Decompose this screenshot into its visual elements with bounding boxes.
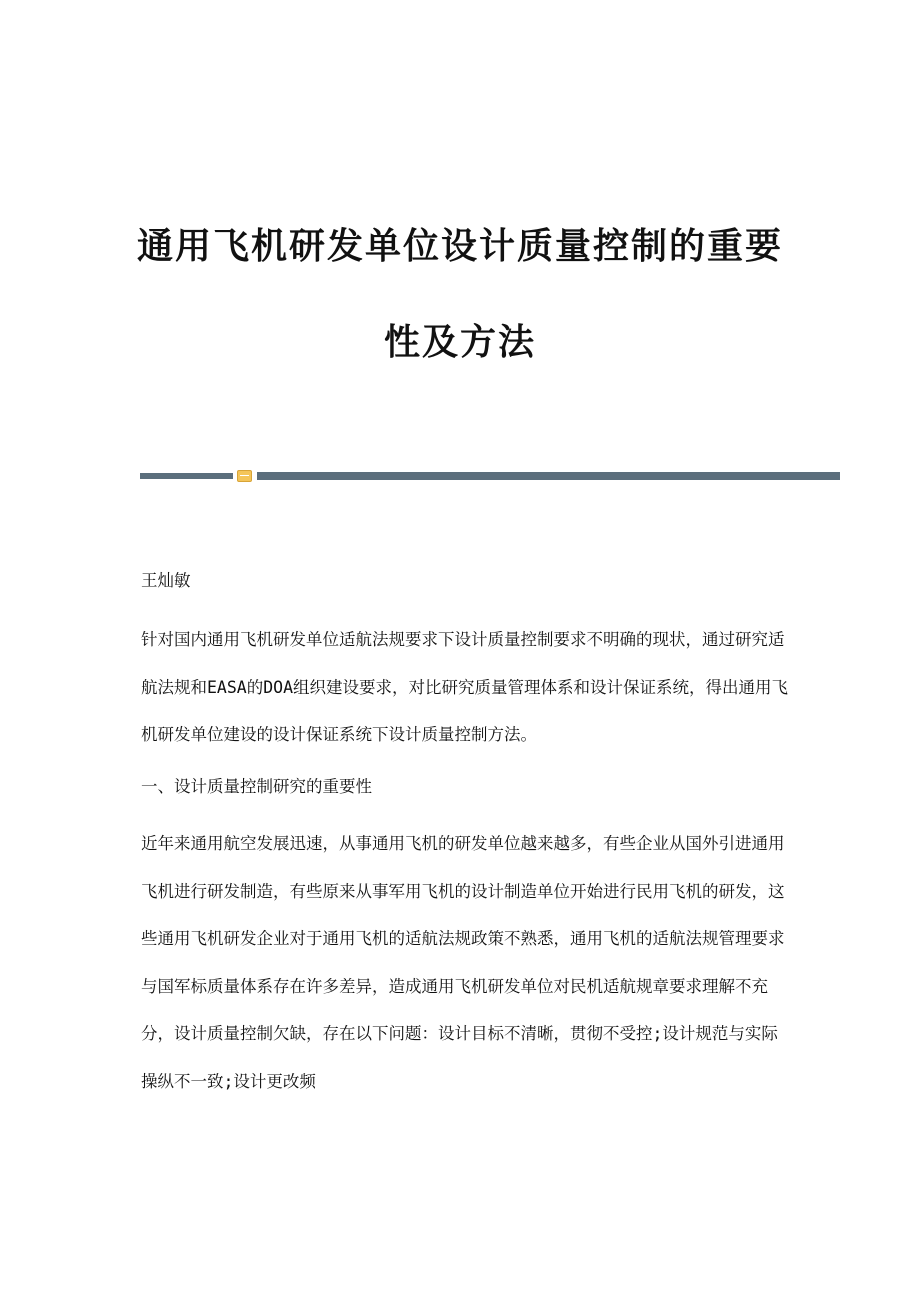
author-name: 王灿敏 [141, 571, 191, 590]
page-title-line-1: 通用飞机研发单位设计质量控制的重要 [136, 226, 783, 267]
abstract-paragraph: 针对国内通用飞机研发单位适航法规要求下设计质量控制要求不明确的现状，通过研究适航法规和EASA的DOA组织建设要求，对比研究质量管理体系和设计保证系统，得出通用飞机研发单位建设的设计保证系统下设计质量控制方法。 [141, 630, 789, 744]
divider-bar-left [140, 473, 233, 479]
section-heading: 一、设计质量控制研究的重要性 [141, 777, 372, 796]
page-title-line-2: 性及方法 [383, 322, 536, 363]
body-paragraph: 近年来通用航空发展迅速，从事通用飞机的研发单位越来越多，有些企业从国外引进通用飞机进行研发制造，有些原来从事军用飞机的设计制造单位开始进行民用飞机的研发，这些通用飞机研发企业对于通用飞机的适航法规政策不熟悉，通用飞机的适航法规管理要求与国军标质量体系存在许多差异，造成通用飞机研发单位对民机适航规章要求理解不充分，设计质量控制欠缺，存在以下问题：设计目标不清晰，贯彻不受控;设计规范与实际操纵不一致;设计更改频 [141, 834, 785, 1091]
divider-ornament-icon [237, 470, 252, 482]
divider-bar-right [257, 472, 840, 480]
title-divider [140, 470, 840, 482]
